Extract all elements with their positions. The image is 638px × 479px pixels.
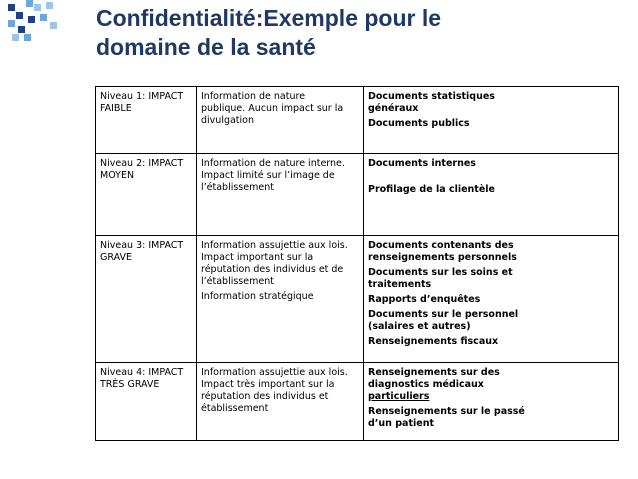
documents-cell <box>364 236 619 363</box>
document-item: renseignements personnels <box>368 252 517 263</box>
level-name: TRÈS GRAVE <box>100 379 160 390</box>
documents-cell <box>364 363 619 441</box>
logo-square <box>24 34 31 41</box>
table-row <box>96 236 619 363</box>
document-item: Documents publics <box>368 118 470 129</box>
logo-square <box>46 2 53 9</box>
level-cell <box>96 236 197 363</box>
info-cell <box>197 154 364 236</box>
info-cell <box>197 87 364 154</box>
info-line: Impact très important sur la <box>201 379 335 390</box>
info-cell <box>197 236 364 363</box>
document-item: Documents internes <box>368 158 476 169</box>
logo-square <box>50 22 57 29</box>
level-label: Niveau 4: IMPACT <box>100 367 184 378</box>
document-item: Rapports d’enquêtes <box>368 294 481 305</box>
info-line: Information de nature <box>201 91 306 102</box>
document-item: Documents sur le personnel <box>368 309 519 320</box>
title-line-2: domaine de la santé <box>96 34 316 60</box>
info-line: Information assujettie aux lois. <box>201 240 348 251</box>
document-item: Documents contenants des <box>368 240 514 251</box>
logo-square <box>34 4 41 11</box>
impact-table <box>95 86 619 441</box>
info-line: Impact limité sur l’image de <box>201 170 335 181</box>
document-item: d’un patient <box>368 418 434 429</box>
pixel-logo-icon <box>6 0 66 44</box>
info-line: Information stratégique <box>201 291 314 302</box>
document-item: Renseignements sur des <box>368 367 500 378</box>
document-item: Profilage de la clientèle <box>368 184 495 195</box>
document-item: traitements <box>368 279 432 290</box>
info-line: divulgation <box>201 115 255 126</box>
page-title <box>96 4 616 62</box>
documents-cell <box>364 154 619 236</box>
info-line: établissement <box>201 403 269 414</box>
level-cell <box>96 154 197 236</box>
document-item: Renseignements fiscaux <box>368 336 499 347</box>
document-item: Documents sur les soins et <box>368 267 513 278</box>
logo-square <box>40 14 47 21</box>
logo-square <box>8 4 15 11</box>
logo-square <box>28 16 35 23</box>
level-cell <box>96 363 197 441</box>
documents-cell <box>364 87 619 154</box>
logo-square <box>8 20 15 27</box>
document-item: diagnostics médicaux <box>368 379 484 390</box>
logo-square <box>16 12 23 19</box>
info-line: Information de nature interne. <box>201 158 345 169</box>
level-name: GRAVE <box>100 252 132 263</box>
logo-square <box>26 0 33 7</box>
table-row <box>96 87 619 154</box>
level-cell <box>96 87 197 154</box>
level-label: Niveau 3: IMPACT <box>100 240 184 251</box>
info-line: Information assujettie aux lois. <box>201 367 348 378</box>
info-cell <box>197 363 364 441</box>
document-item: Documents statistiques <box>368 91 495 102</box>
document-item: particuliers <box>368 391 430 402</box>
table-row <box>96 363 619 441</box>
info-line: l’établissement <box>201 182 274 193</box>
info-line: réputation des individus et de <box>201 264 344 275</box>
level-label: Niveau 1: IMPACT <box>100 91 184 102</box>
table-row <box>96 154 619 236</box>
info-line: réputation des individus et <box>201 391 329 402</box>
info-line: Impact important sur la <box>201 252 314 263</box>
info-line: publique. Aucun impact sur la <box>201 103 344 114</box>
logo-square <box>12 34 19 41</box>
level-name: MOYEN <box>100 170 135 181</box>
level-name: FAIBLE <box>100 103 132 114</box>
document-item: généraux <box>368 103 419 114</box>
info-line: l’établissement <box>201 276 274 287</box>
title-line-1: Confidentialité:Exemple pour le <box>96 5 442 31</box>
document-item: (salaires et autres) <box>368 321 471 332</box>
logo-square <box>18 26 25 33</box>
document-item: Renseignements sur le passé <box>368 406 525 417</box>
level-label: Niveau 2: IMPACT <box>100 158 184 169</box>
